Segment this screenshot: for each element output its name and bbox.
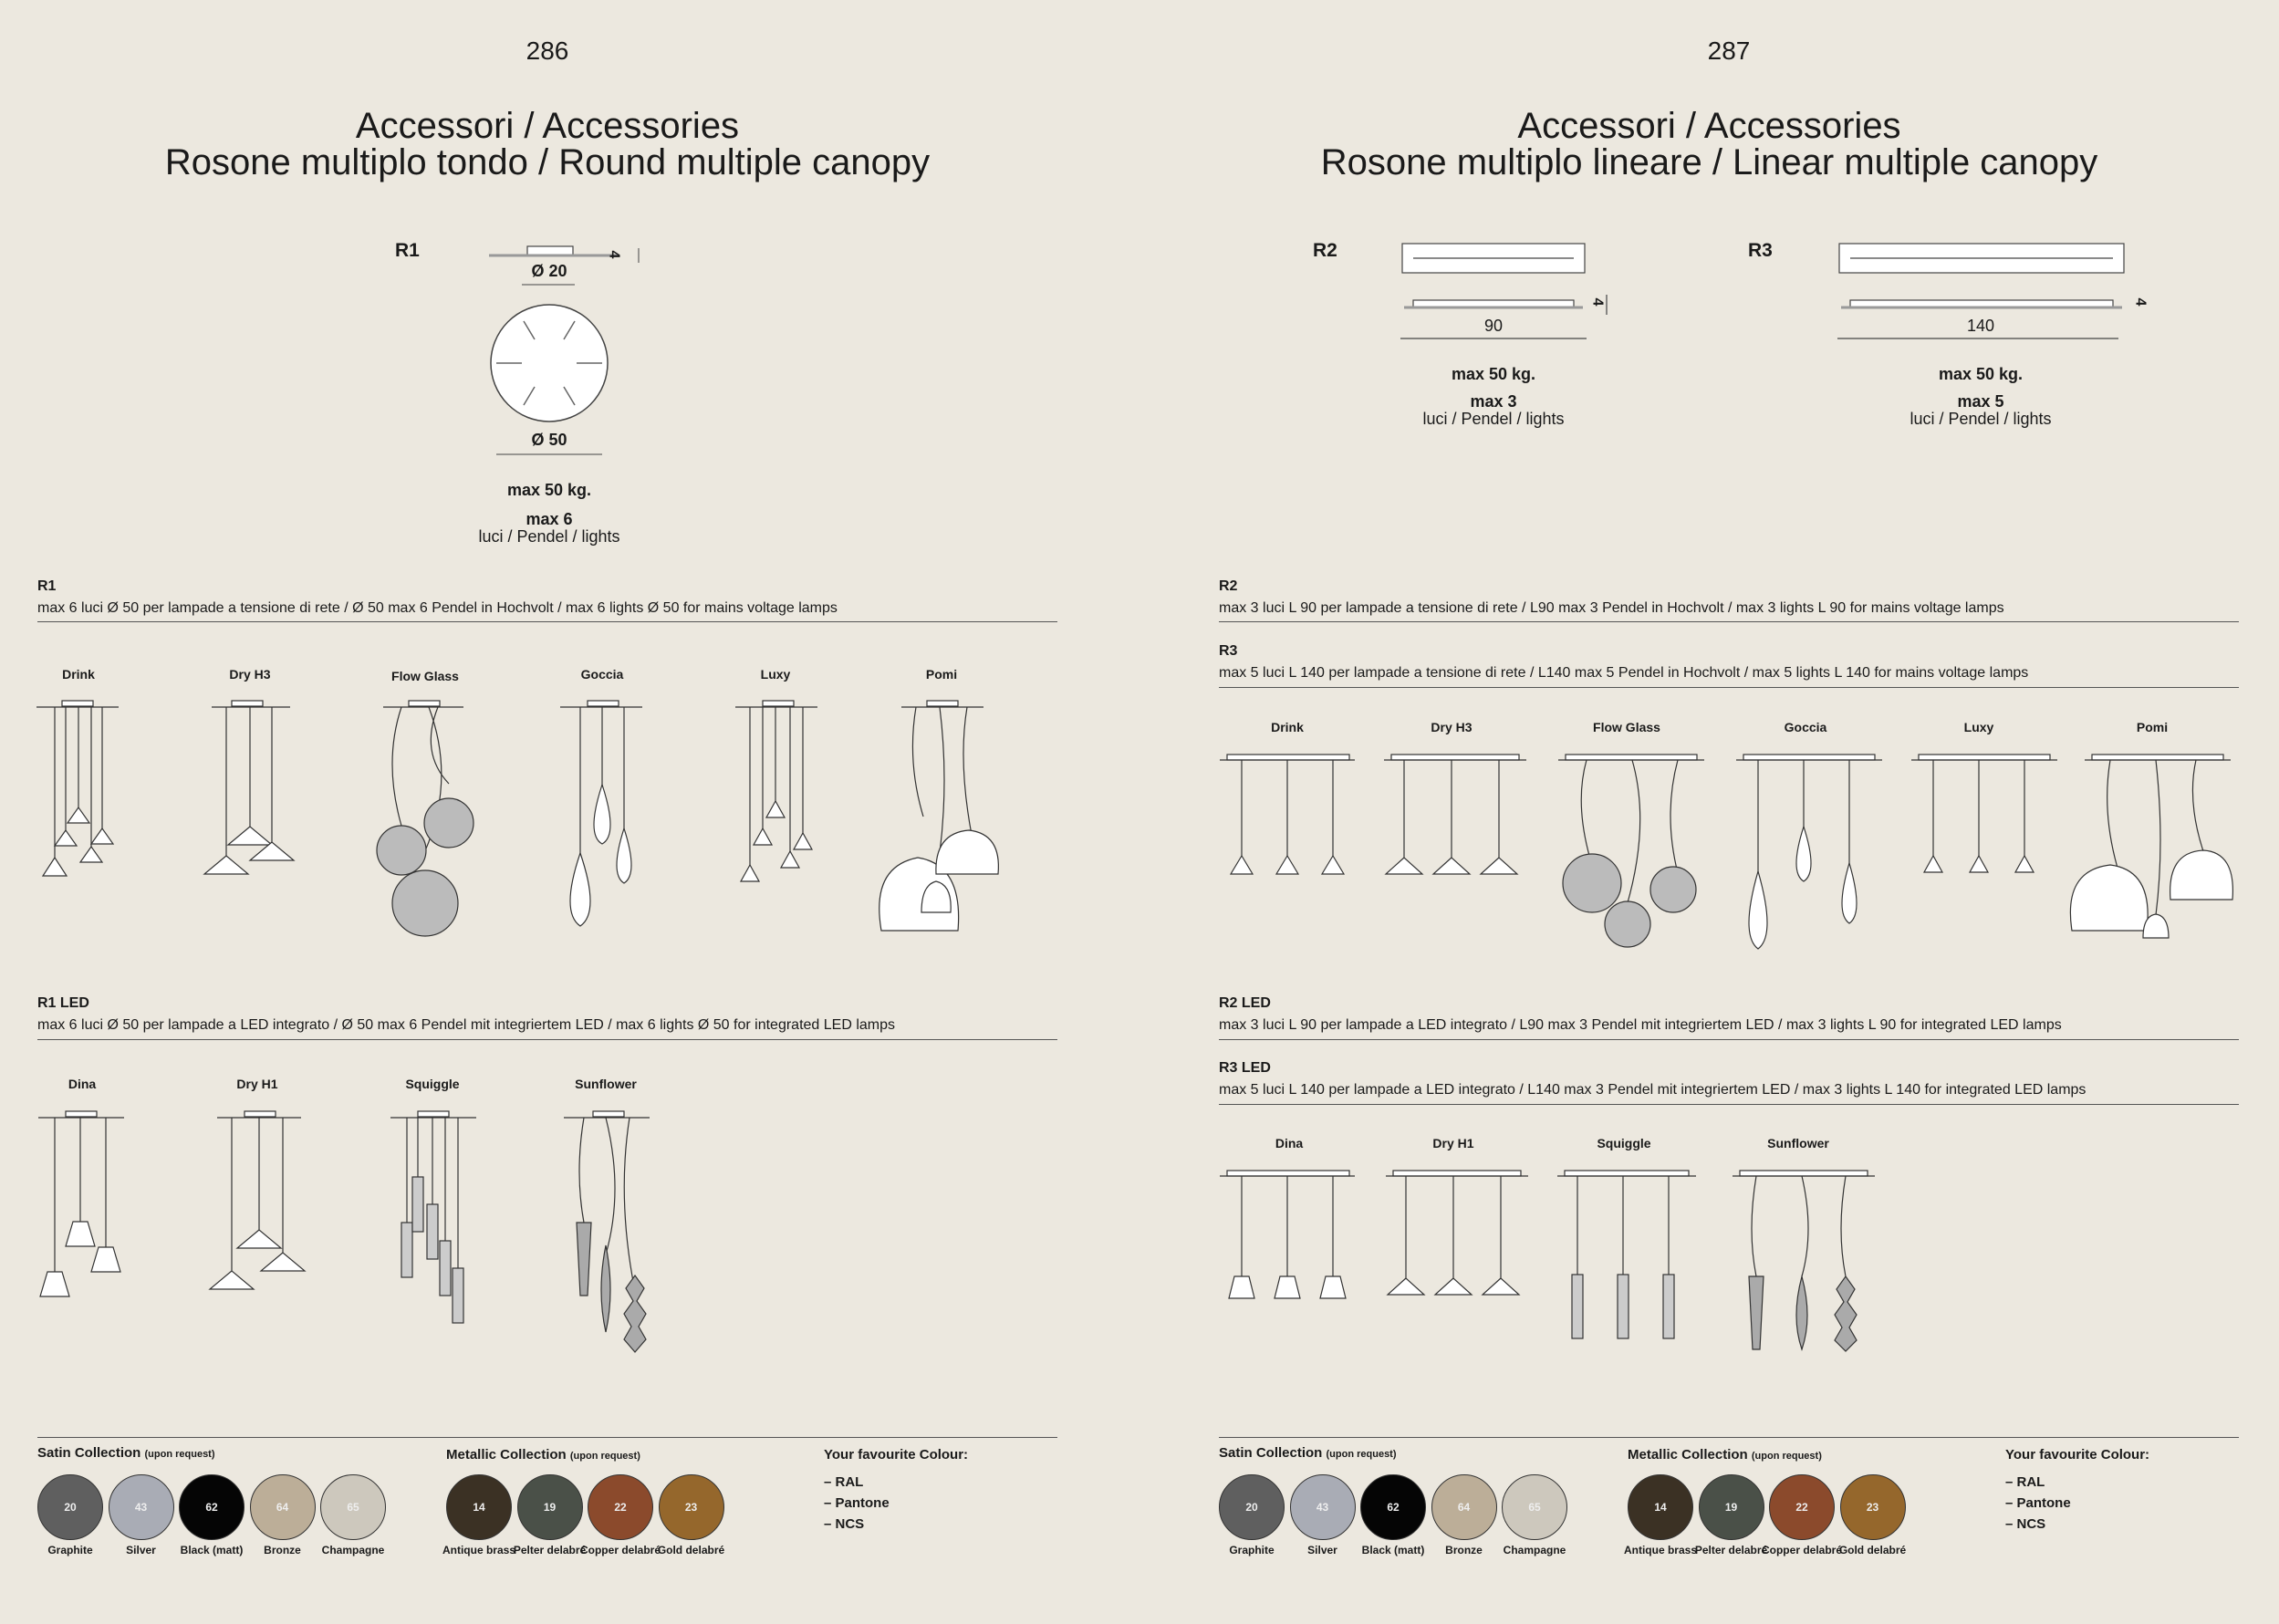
section-desc: max 5 luci L 140 per lampade a LED integrato / L140 max 3 Pendel mit integriertem LED / max 3 lights L 140 for integrated LED lamps [1219,1082,2086,1098]
swatch-code: 19 [543,1501,557,1514]
right-page [1140,0,2279,1624]
swatch-name: Black (matt) [180,1544,244,1556]
canopy-height: 4 [2132,297,2149,307]
swatch-name: Antique brass [1623,1544,1697,1556]
canopy-lights-label: luci / Pendel / lights [1422,410,1565,428]
satin-swatch [37,1474,103,1540]
canopy-max-lights: max 3 [1470,392,1517,411]
section-title: R2 [1219,578,1238,594]
canopy-code: R2 [1313,240,1337,261]
satin-collection-title: Satin Collection (upon request) [37,1445,215,1461]
favourite-colour-title: Your favourite Colour: [824,1447,969,1463]
satin-swatch [1431,1474,1497,1540]
page-title: Accessori / Accessories [1517,106,1901,146]
product-name: Pomi [925,667,958,682]
product-name: Dry H1 [1432,1136,1474,1150]
satin-swatch [1290,1474,1356,1540]
canopy-max-weight: max 50 kg. [1451,365,1536,383]
canopy-code: R1 [395,240,420,261]
section-title: R1 [37,578,57,594]
product-name: Dry H3 [1431,720,1473,734]
favourite-colour-title: Your favourite Colour: [2005,1447,2150,1463]
swatch-name: Graphite [1229,1544,1275,1556]
swatch-code: 65 [1528,1501,1541,1514]
favourite-item: – RAL [824,1474,864,1490]
favourite-item: – RAL [2005,1474,2045,1490]
swatch-code: 14 [473,1501,485,1514]
metallic-collection-title: Metallic Collection (upon request) [1628,1447,1822,1463]
page-title: Accessori / Accessories [355,106,740,146]
swatch-name: Black (matt) [1361,1544,1425,1556]
product-name: Sunflower [1767,1136,1829,1150]
swatch-code: 43 [134,1501,148,1514]
divider [37,1437,1057,1438]
swatch-code: 65 [347,1501,359,1514]
section-title: R2 LED [1219,995,1271,1011]
pendants-drawing-r1 [0,693,1140,967]
swatch-code: 23 [684,1501,698,1514]
favourite-colour-list [824,1472,890,1535]
product-name: Drink [1271,720,1304,734]
swatch-name: Copper delabré [1761,1544,1843,1556]
metallic-swatch [517,1474,583,1540]
swatch-code: 22 [614,1501,627,1514]
product-name: Pomi [2136,720,2169,734]
product-name: Dina [1275,1136,1304,1150]
product-name: Luxy [1963,720,1994,734]
section-title: R3 LED [1219,1060,1271,1076]
section-desc: max 5 luci L 140 per lampade a tensione di rete / L140 max 5 Pendel in Hochvolt / max 5 lights L 140 for mains voltage lamps [1219,665,2029,681]
swatch-name: Pelter delabré [1694,1544,1768,1556]
swatch-name: Gold delabré [1838,1544,1907,1556]
divider [1219,1104,2239,1105]
satin-collection-title: Satin Collection (upon request) [1219,1445,1397,1461]
metallic-swatch [1840,1474,1906,1540]
divider [1219,1039,2239,1040]
product-name: Dry H3 [229,667,271,682]
swatch-name: Gold delabré [657,1544,725,1556]
page-subtitle: Rosone multiplo tondo / Round multiple canopy [164,142,931,182]
section-desc: max 3 luci L 90 per lampade a tensione di rete / L90 max 3 Pendel in Hochvolt / max 3 lights L 90 for mains voltage lamps [1219,600,2004,616]
favourite-colour-list [2005,1472,2071,1535]
swatch-name: Champagne [1503,1544,1566,1556]
satin-swatch [1502,1474,1567,1540]
swatch-name: Bronze [264,1544,301,1556]
swatch-code: 19 [1724,1501,1738,1514]
product-name: Dina [68,1077,97,1091]
swatch-name: Pelter delabré [513,1544,587,1556]
swatch-name: Champagne [321,1544,385,1556]
divider [1219,621,2239,622]
canopy-max-weight: max 50 kg. [506,481,592,499]
swatch-code: 23 [1866,1501,1879,1514]
page-subtitle: Rosone multiplo lineare / Linear multiple canopy [1320,142,2098,182]
section-title: R3 [1219,643,1238,659]
section-desc: max 3 luci L 90 per lampade a LED integrato / L90 max 3 Pendel mit integriertem LED / max 3 lights L 90 for integrated LED lamps [1219,1017,2062,1033]
favourite-item: – Pantone [2005,1495,2071,1511]
canopy-length: 90 [1483,317,1504,335]
metallic-swatch [1769,1474,1835,1540]
product-name: Goccia [580,667,624,682]
section-desc: max 6 luci Ø 50 per lampade a LED integrato / Ø 50 max 6 Pendel mit integriertem LED / max 6 lights Ø 50 for integrated LED lamps [37,1017,895,1033]
swatch-name: Silver [126,1544,156,1556]
swatch-code: 62 [205,1501,218,1514]
favourite-item: – NCS [2005,1516,2046,1532]
swatch-code: 14 [1654,1501,1667,1514]
canopy-diameter-large: Ø 50 [531,431,567,449]
swatch-code: 62 [1387,1501,1400,1514]
canopy-lights-label: luci / Pendel / lights [478,527,620,546]
favourite-item: – Pantone [824,1495,890,1511]
product-name: Squiggle [405,1077,460,1091]
section-desc: max 6 luci Ø 50 per lampade a tensione di rete / Ø 50 max 6 Pendel in Hochvolt / max 6 lights Ø 50 for mains voltage lamps [37,600,838,616]
metallic-swatch [446,1474,512,1540]
metallic-swatch [1699,1474,1764,1540]
swatch-name: Antique brass [442,1544,515,1556]
pendants-drawing-r3-led [1140,1163,2279,1364]
canopy-code: R3 [1748,240,1773,261]
pendants-drawing-r1-led [0,1104,1140,1378]
canopy-height: 4 [606,250,622,259]
divider [37,621,1057,622]
swatch-name: Bronze [1445,1544,1483,1556]
product-name: Sunflower [575,1077,637,1091]
swatch-name: Silver [1307,1544,1337,1556]
favourite-item: – NCS [824,1516,865,1532]
product-name: Flow Glass [1593,720,1660,734]
canopy-max-lights: max 5 [1957,392,2004,411]
section-title: R1 LED [37,995,89,1011]
metallic-swatch [659,1474,724,1540]
canopy-length: 140 [1966,317,1995,335]
swatch-code: 64 [1457,1501,1471,1514]
product-name: Luxy [760,667,791,682]
canopy-lights-label: luci / Pendel / lights [1910,410,2052,428]
swatch-code: 20 [64,1501,77,1514]
divider [1219,687,2239,688]
product-name: Drink [62,667,95,682]
satin-swatch [1360,1474,1426,1540]
page-number: 287 [1707,36,1751,65]
metallic-swatch [588,1474,653,1540]
satin-swatch [320,1474,386,1540]
canopy-height: 4 [1589,297,1606,307]
swatch-name: Copper delabré [579,1544,661,1556]
satin-swatch [250,1474,316,1540]
swatch-code: 22 [1795,1501,1808,1514]
product-name: Squiggle [1597,1136,1651,1150]
divider [1219,1437,2239,1438]
canopy-diameter-small: Ø 20 [531,262,567,280]
page-number: 286 [526,36,569,65]
product-name: Goccia [1784,720,1827,734]
satin-swatch [1219,1474,1285,1540]
canopy-max-lights: max 6 [526,510,573,528]
metallic-collection-title: Metallic Collection (upon request) [446,1447,640,1463]
swatch-code: 20 [1245,1501,1258,1514]
pendants-drawing-r3 [1140,748,2279,967]
divider [37,1039,1057,1040]
product-name: Dry H1 [236,1077,278,1091]
canopy-max-weight: max 50 kg. [1938,365,2024,383]
product-name: Flow Glass [391,669,459,683]
satin-swatch [179,1474,245,1540]
swatch-code: 64 [276,1501,289,1514]
swatch-name: Graphite [47,1544,93,1556]
satin-swatch [109,1474,174,1540]
metallic-swatch [1628,1474,1693,1540]
swatch-code: 43 [1316,1501,1329,1514]
